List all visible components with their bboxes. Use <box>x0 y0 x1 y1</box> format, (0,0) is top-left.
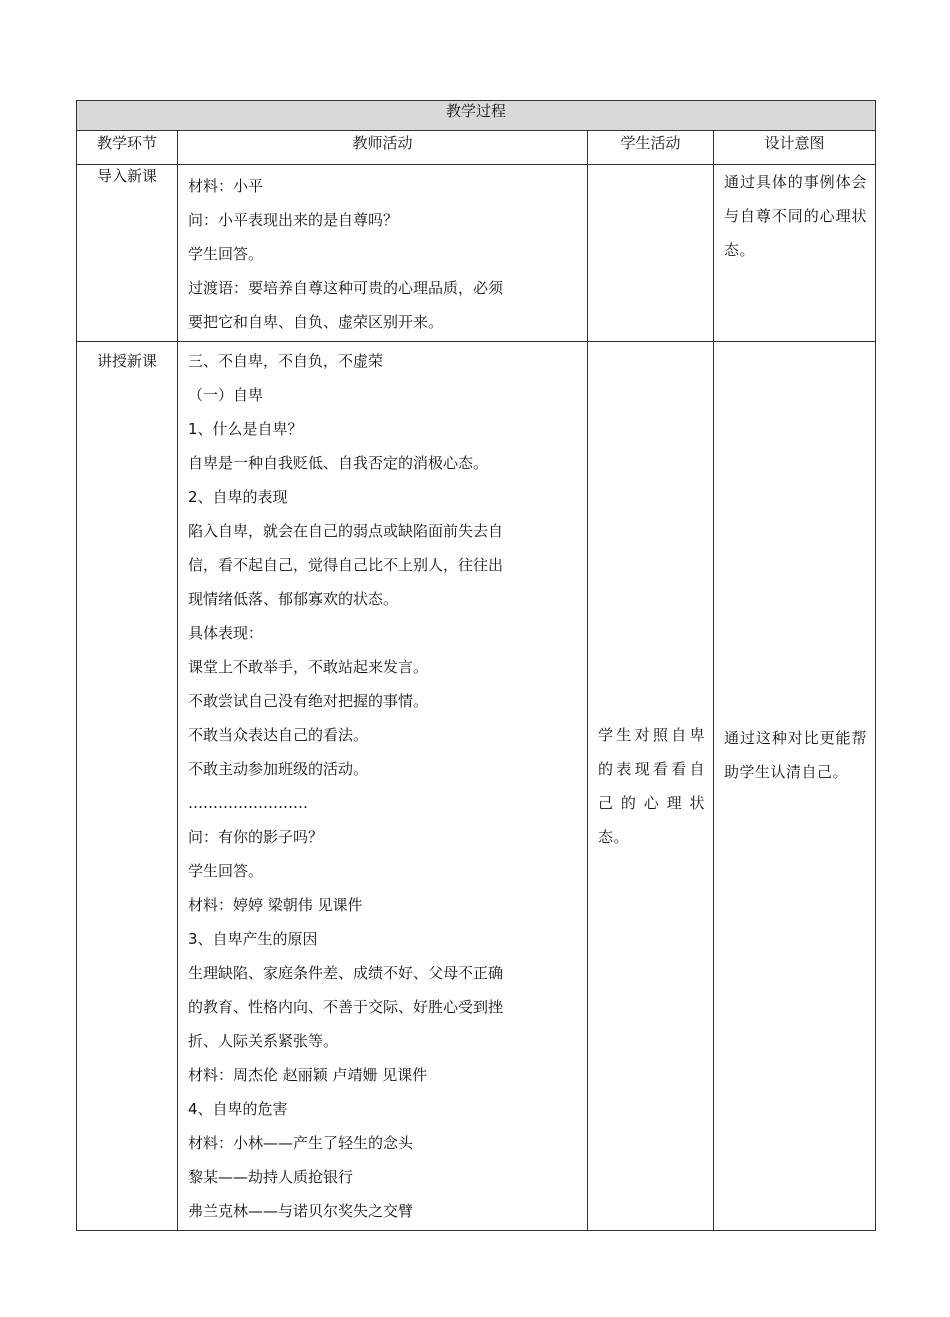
teacher-line: 材料：周杰伦 赵丽颖 卢靖姗 见课件 <box>188 1066 428 1084</box>
table-row <box>77 342 876 1231</box>
teacher-line: 2、自卑的表现 <box>188 488 288 506</box>
header-teacher: 教师活动 <box>178 131 588 165</box>
teacher-cell <box>178 165 588 342</box>
lesson-table <box>76 100 876 1231</box>
teacher-line: 学生回答。 <box>188 245 264 263</box>
student-cell: 学生对照自卑的表现看看自己的心理状态。 <box>588 342 714 1231</box>
teacher-line: 不敢当众表达自己的看法。 <box>188 726 369 744</box>
teacher-line: 课堂上不敢举手，不敢站起来发言。 <box>188 658 429 676</box>
teacher-line: 三、不自卑，不自负，不虚荣 <box>188 352 384 370</box>
header-intent: 设计意图 <box>714 131 876 165</box>
teacher-line: 3、自卑产生的原因 <box>188 930 318 948</box>
teacher-line: 黎某——劫持人质抢银行 <box>188 1168 354 1186</box>
header-stage: 教学环节 <box>77 131 178 165</box>
teacher-line: 1、什么是自卑？ <box>188 420 303 438</box>
teacher-line: 问：小平表现出来的是自尊吗？ <box>188 211 399 229</box>
teacher-line: （一）自卑 <box>188 386 264 404</box>
intent-cell: 通过具体的事例体会与自尊不同的心理状态。 <box>714 165 876 342</box>
title-row <box>77 101 876 131</box>
teacher-line: 自卑是一种自我贬低、自我否定的消极心态。 <box>188 454 489 472</box>
teacher-line: 材料：婷婷 梁朝伟 见课件 <box>188 896 363 914</box>
teacher-line: 4、自卑的危害 <box>188 1100 288 1118</box>
teacher-cell <box>178 342 588 1231</box>
teacher-line: 的教育、性格内向、不善于交际、好胜心受到挫 <box>188 998 504 1016</box>
table-row <box>77 165 876 342</box>
teacher-line: 问：有你的影子吗？ <box>188 828 324 846</box>
header-row <box>77 131 876 165</box>
student-cell <box>588 165 714 342</box>
table-title: 教学过程 <box>77 101 876 131</box>
teacher-line: 折、人际关系紧张等。 <box>188 1032 339 1050</box>
stage-cell: 导入新课 <box>77 165 178 342</box>
teacher-line: 信，看不起自己，觉得自己比不上别人，往往出 <box>188 556 504 574</box>
teacher-line: 弗兰克林——与诺贝尔奖失之交臂 <box>188 1202 414 1220</box>
teacher-line: 要把它和自卑、自负、虚荣区别开来。 <box>188 313 444 331</box>
header-student: 学生活动 <box>588 131 714 165</box>
teacher-line: 现情绪低落、郁郁寡欢的状态。 <box>188 590 399 608</box>
teacher-line: 陷入自卑，就会在自己的弱点或缺陷面前失去自 <box>188 522 504 540</box>
teacher-line: 学生回答。 <box>188 862 264 880</box>
teacher-line: 具体表现： <box>188 624 264 642</box>
teacher-line: 材料：小林——产生了轻生的念头 <box>188 1134 414 1152</box>
intent-cell: 通过这种对比更能帮助学生认清自己。 <box>714 342 876 1231</box>
teacher-line: 不敢主动参加班级的活动。 <box>188 760 369 778</box>
teacher-line: …………………… <box>188 794 308 812</box>
teacher-line: 不敢尝试自己没有绝对把握的事情。 <box>188 692 429 710</box>
teacher-line: 生理缺陷、家庭条件差、成绩不好、父母不正确 <box>188 964 504 982</box>
teacher-line: 材料：小平 <box>188 177 264 195</box>
teacher-line: 过渡语：要培养自尊这种可贵的心理品质，必须 <box>188 279 504 297</box>
stage-cell: 讲授新课 <box>77 342 178 1231</box>
